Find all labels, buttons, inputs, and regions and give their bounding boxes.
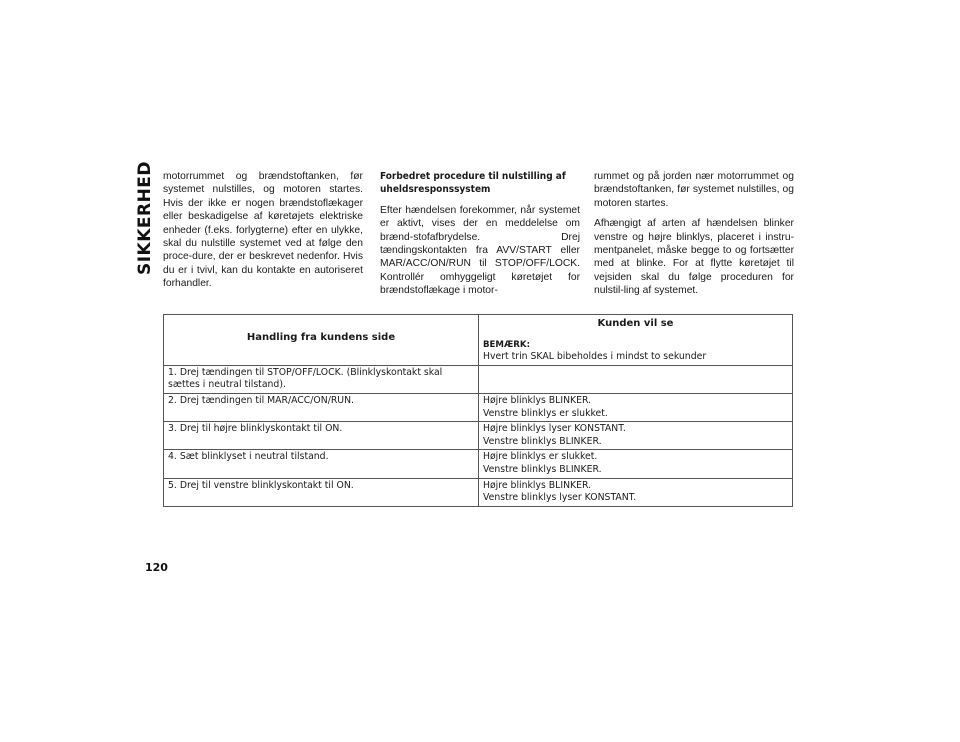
section-label: SIKKERHED xyxy=(135,160,155,276)
note-label: BEMÆRK: xyxy=(483,339,531,350)
result-line: Højre blinklys er slukket. xyxy=(483,451,598,463)
result-cell xyxy=(479,450,793,478)
result-line: Venstre blinklys er slukket. xyxy=(483,407,608,419)
action-cell: 3. Drej til højre blinklyskontakt til ON. xyxy=(164,422,479,450)
reset-procedure-table xyxy=(163,314,793,507)
table-row xyxy=(164,478,793,506)
action-cell: 1. Drej tændingen til STOP/OFF/LOCK. (Blinklyskontakt skal sættes i neutral tilstand). xyxy=(164,365,479,393)
body-paragraph: rummet og på jorden nær motorrummet og brændstoftanken, før systemet nulstilles, og motoren startes. xyxy=(594,171,794,209)
table-row xyxy=(164,365,793,393)
body-paragraph: motorrummet og brændstoftanken, før systemet nulstilles, og motoren startes. Hvis der ikke er nogen brændstoflækager eller beskadigelse af køretøjets elektriske enheder (f.eks. forlygterne) efter en ulykke, skal du nulstille systemet ved at følge den proce-dure, der er beskrevet nedenfor. Hvis du er i tvivl, kan du kontakte en autoriseret forhandler. xyxy=(163,171,363,290)
body-paragraph: Afhængigt af arten af hændelsen blinker venstre og højre blinklys, placeret i instru-mentpanelet, måske begge to og fortsætter med at blinke. For at flytte køretøjet til vejsiden skal du følge proceduren for nulstil-ling af systemet. xyxy=(594,218,794,297)
text-column-1 xyxy=(163,170,363,298)
result-line: Venstre blinklys BLINKER. xyxy=(483,435,602,447)
result-cell xyxy=(479,478,793,506)
result-line: Højre blinklys BLINKER. xyxy=(483,479,592,491)
header-left-label: Handling fra kundens side xyxy=(246,332,396,343)
result-line: Højre blinklys lyser KONSTANT. xyxy=(483,423,626,435)
action-cell: 4. Sæt blinklyset i neutral tilstand. xyxy=(164,450,479,478)
result-line: Venstre blinklys lyser KONSTANT. xyxy=(483,492,637,504)
header-right-label: Kunden vil se xyxy=(597,318,674,329)
action-cell: 2. Drej tændingen til MAR/ACC/ON/RUN. xyxy=(164,393,479,421)
body-paragraph: Efter hændelsen forekommer, når systemet er aktivt, vises der en meddelelse om brænd-stofafbrydelse. Drej tændingskontakten fra AVV/START eller MAR/ACC/ON/RUN til STOP/OFF/LOCK. Kontrollér omhyggeligt køretøjet for brændstoflækage i motor- xyxy=(380,204,580,297)
result-line: Højre blinklys BLINKER. xyxy=(483,394,592,406)
table-row xyxy=(164,422,793,450)
section-heading: Forbedret procedure til nulstilling af uheldsresponssystem xyxy=(380,171,566,196)
header-customer-action xyxy=(164,315,479,366)
section-tab xyxy=(133,160,157,276)
text-column-3 xyxy=(594,170,794,305)
header-customer-sees xyxy=(479,315,793,366)
result-cell xyxy=(479,365,793,393)
result-cell xyxy=(479,393,793,421)
table-header-row xyxy=(164,315,793,366)
table-row xyxy=(164,393,793,421)
result-cell xyxy=(479,422,793,450)
page-number: 120 xyxy=(145,561,168,574)
text-column-2 xyxy=(380,170,580,305)
action-cell: 5. Drej til venstre blinklyskontakt til ON. xyxy=(164,478,479,506)
result-line: Venstre blinklys BLINKER. xyxy=(483,463,602,475)
table-row xyxy=(164,450,793,478)
note-text: Hvert trin SKAL bibeholdes i mindst to sekunder xyxy=(483,351,707,363)
